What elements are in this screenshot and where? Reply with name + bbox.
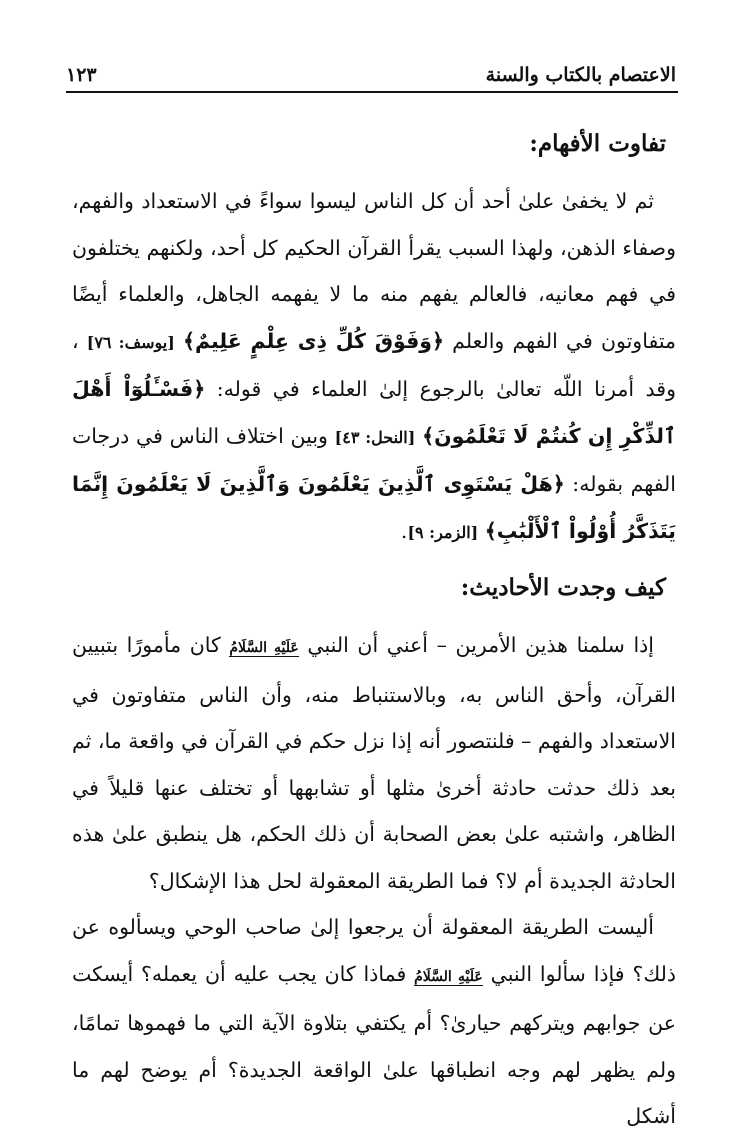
- paragraph-reasonable-way: [72, 904, 676, 1140]
- paragraph-text: إذا سلمنا هذين الأمرين – أعني أن النبي: [298, 633, 655, 657]
- verse-reference: [النحل: ٤٣]: [334, 427, 416, 447]
- book-title: الاعتصام بالكتاب والسنة: [485, 64, 676, 86]
- paragraph-text: وبين اختلاف الناس في درجات الفهم بقوله:: [72, 423, 677, 496]
- salutation-glyph: عَلَيْهِ السَّلَامُ: [414, 968, 483, 985]
- quran-verse: ﴿فَسْـَٔلُوٓاْ أَهْلَ ٱلذِّكْرِ إِن كُنتُمْ لَا تَعْلَمُونَ﴾: [72, 377, 676, 448]
- page-content: [72, 120, 676, 1140]
- paragraph-text: كان مأمورًا بتبيين القرآن، وأحق الناس به، وبالاستنباط منه، وأن الناس متفاوتون في الاستعداد والفهم – فلنتصور أنه إذا نزل حكم في القرآن في واقعة ما، ثم بعد ذلك حدثت حادثة أخرىٰ مثلها أو تشابهها أو تختلف عنها قليلاً في الظاهر، واشتبه علىٰ بعض الصحابة أن ذلك الحكم، هل ينطبق علىٰ هذه الحادثة الجديدة أم لا؟ فما الطريقة المعقولة لحل هذا الإشكال؟: [72, 633, 676, 893]
- paragraph-text: فماذا كان يجب عليه أن يعمله؟ أيسكت عن جوابهم ويتركهم حيارىٰ؟ أم يكتفي بتلاوة الآية التي ما فهموها تمامًا، ولم يظهر لهم وجه انطباقها علىٰ الواقعة الجديدة؟ أم يوضح لهم ما أشكل: [72, 961, 676, 1128]
- header-rule: [66, 91, 678, 93]
- section-heading-differing-understanding: تفاوت الأفهام:: [529, 130, 666, 157]
- verse-reference: [الزمر: ٩]: [407, 522, 479, 542]
- paragraph-text: ثم لا يخفىٰ علىٰ أحد أن كل الناس ليسوا سواءً في الاستعداد والفهم، وصفاء الذهن، ولهذا السبب يقرأ القرآن الحكيم كل أحد، ولكنهم يختلفون في فهم معانيه، فالعالم يفهم منه ما لا يفهمه الجاهل، والعلماء أيضًا متفاوتون في الفهم والعلم: [72, 189, 676, 353]
- page-number: ١٢٣: [66, 64, 97, 86]
- salutation-glyph: عَلَيْهِ السَّلَامُ: [229, 640, 299, 656]
- section-heading-how-hadith-found: كيف وجدت الأحاديث:: [460, 574, 666, 601]
- quran-verse: ﴿وَفَوْقَ كُلِّ ذِى عِلْمٍ عَلِيمٌ﴾: [182, 328, 445, 353]
- quran-verse: ﴿هَلْ يَسْتَوِى ٱلَّذِينَ يَعْلَمُونَ وَٱلَّذِينَ لَا يَعْلَمُونَ إِنَّمَا يَتَذَكَّرُ أُوْلُواْ ٱلْأَلْبَٰبِ﴾: [72, 472, 676, 543]
- paragraph-text: ، وقد أمرنا اللّه تعالىٰ بالرجوع إلىٰ العلماء في قوله:: [72, 328, 676, 401]
- verse-reference: [يوسف: ٧٦]: [86, 332, 175, 352]
- paragraph-end: .: [400, 518, 408, 543]
- paragraph-text: أليست الطريقة المعقولة أن يرجعوا إلىٰ صاحب الوحي ويسألوه عن ذلك؟ فإذا سألوا النبي: [72, 915, 677, 986]
- paragraph-understanding: [72, 178, 676, 556]
- running-header: [66, 60, 676, 86]
- paragraph-two-matters: [72, 622, 676, 904]
